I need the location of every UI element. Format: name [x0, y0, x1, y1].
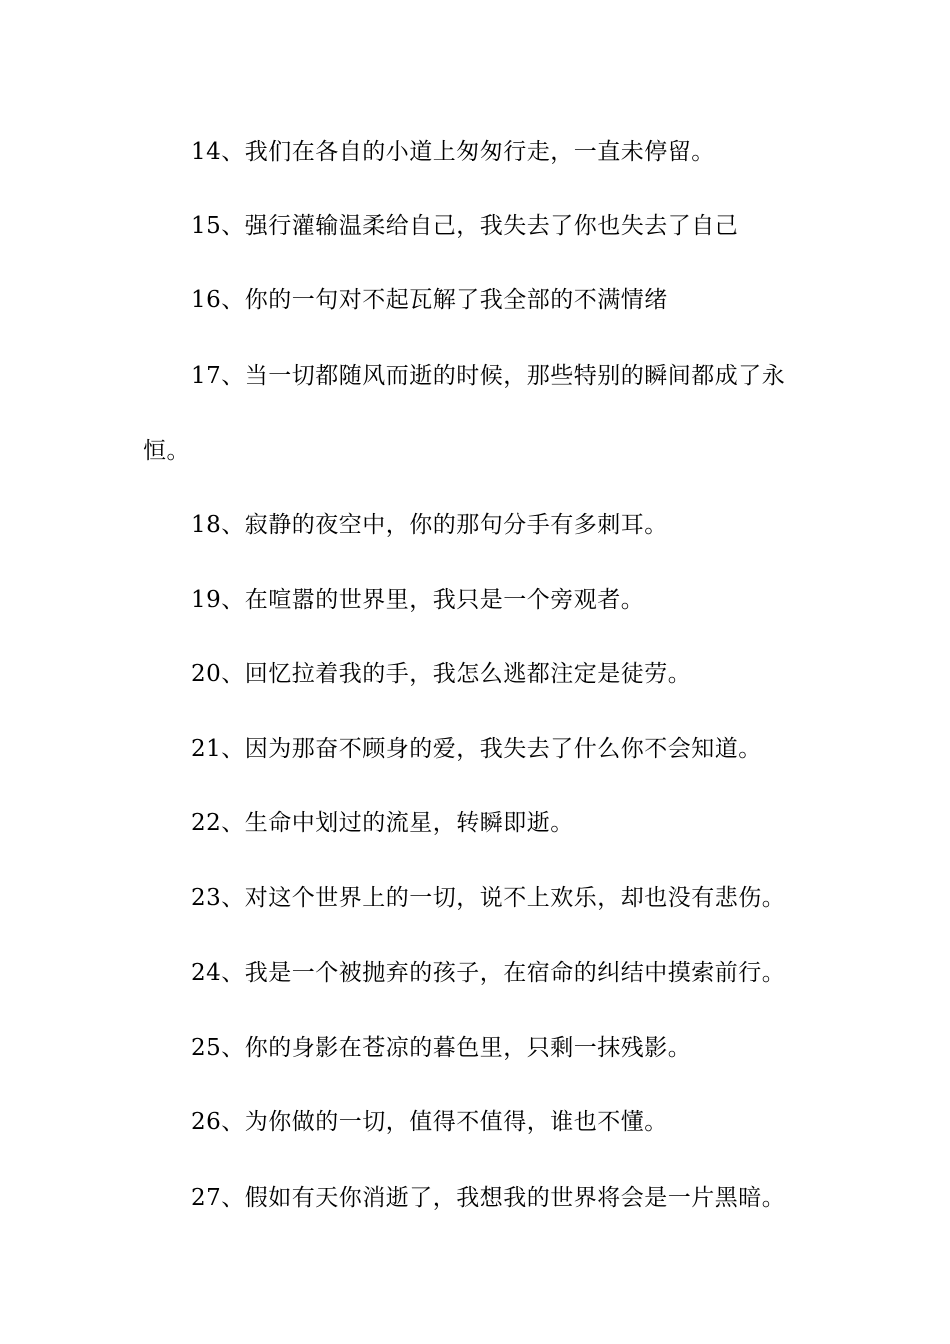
paragraph-23: 23、对这个世界上的一切，说不上欢乐，却也没有悲伤。 [191, 885, 786, 911]
paragraph-17-continuation: 恒。 [143, 438, 190, 464]
paragraph-17: 17、当一切都随风而逝的时候，那些特别的瞬间都成了永 [191, 363, 786, 389]
paragraph-22: 22、生命中划过的流星，转瞬即逝。 [191, 810, 574, 836]
paragraph-15: 15、强行灌输温柔给自己，我失去了你也失去了自己 [191, 213, 739, 239]
paragraph-27: 27、假如有天你消逝了，我想我的世界将会是一片黑暗。 [191, 1185, 786, 1211]
paragraph-14: 14、我们在各自的小道上匆匆行走，一直未停留。 [191, 139, 715, 165]
paragraph-19: 19、在喧嚣的世界里，我只是一个旁观者。 [191, 587, 645, 613]
paragraph-21: 21、因为那奋不顾身的爱，我失去了什么你不会知道。 [191, 736, 762, 762]
paragraph-24: 24、我是一个被抛弃的孩子，在宿命的纠结中摸索前行。 [191, 960, 786, 986]
paragraph-25: 25、你的身影在苍凉的暮色里，只剩一抹残影。 [191, 1035, 692, 1061]
paragraph-26: 26、为你做的一切，值得不值得，谁也不懂。 [191, 1109, 668, 1135]
paragraph-20: 20、回忆拉着我的手，我怎么逃都注定是徒劳。 [191, 661, 692, 687]
paragraph-18: 18、寂静的夜空中，你的那句分手有多刺耳。 [191, 512, 668, 538]
paragraph-16: 16、你的一句对不起瓦解了我全部的不满情绪 [191, 287, 668, 313]
